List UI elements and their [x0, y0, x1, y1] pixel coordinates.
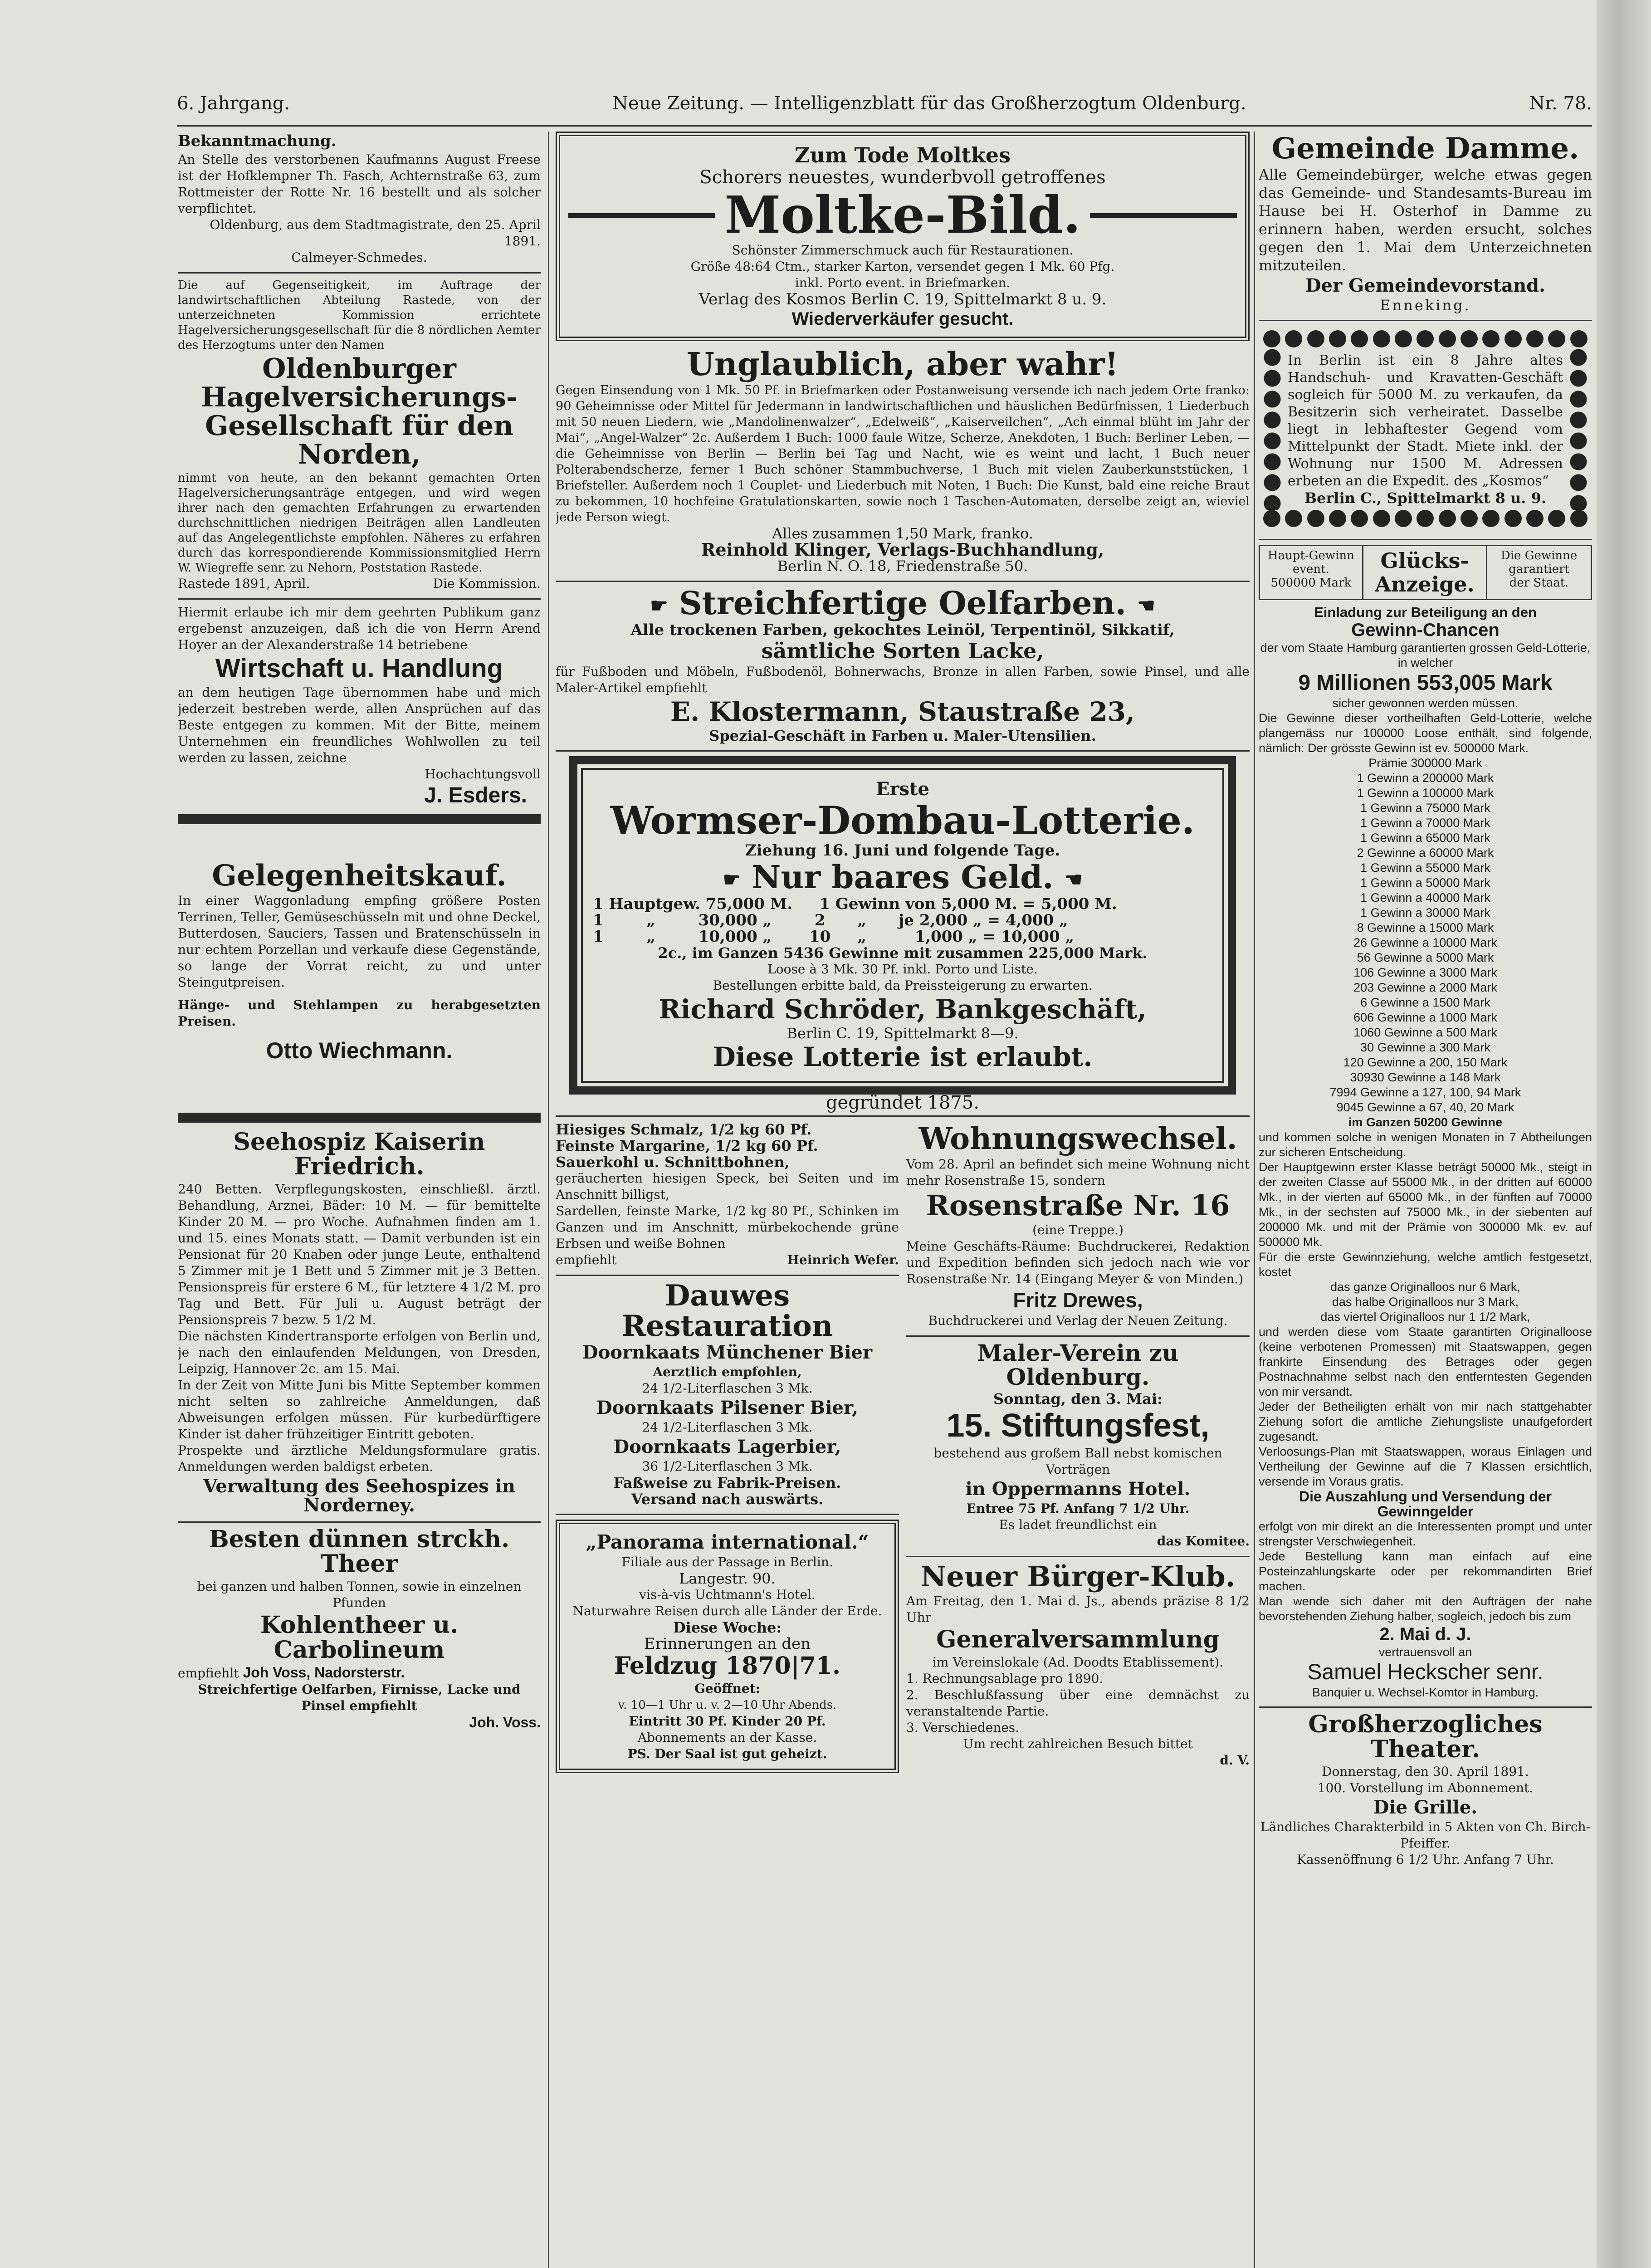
pointing-hand-left-icon: ☚ [1137, 594, 1155, 618]
notice-rottmeister [178, 133, 541, 266]
prize-line: 1 Gewinn a 30000 Mark [1360, 906, 1490, 920]
prize-line: 1 Gewinn a 50000 Mark [1360, 876, 1490, 890]
ad-line: Größe 48:64 Ctm., starker Karton, versendet gegen 1 Mk. 60 Pfg. [690, 259, 1115, 274]
prize-line: 26 Gewinne a 10000 Mark [1353, 936, 1497, 950]
ad-line: Sauerkohl u. Schnittbohnen, [556, 1153, 790, 1171]
ad-text: Der Hauptgewinn erster Klasse beträgt 50000 Mk., steigt in der zweiten Classe auf 55000 Mk., in der dritten auf 60000 Mk., in der vierten auf 65000 Mk., in der fünften auf 70000 Mk., in der sechsten auf 75000 Mk., in der siebenten auf 200000 Mk. und mit der Prämie von 300000 Mk. ev. auf 500000 Mk. [1259, 1160, 1592, 1249]
ad-title: Wormser-Dombau-Lotterie. [610, 798, 1195, 843]
ad-text: Gegen Einsendung von 1 Mk. 50 Pf. in Briefmarken oder Postanweisung versende ich nach jedem Orte franko: 90 Geheimnisse oder Mittel für Jedermann in landwirtschaftlichen und häuslichen Bedürfnissen, 1 Liederbuch mit 50 neuen Liedern, wie „Mandolinenwalzer“, „Edelweiß“, „Kaiserveilchen“, „Ach einmal blüht im Jahr der Mai“, „Angel-Walzer“ 2c. Außerdem 1 Buch: 1000 faule Witze, Scherze, Anekdoten, 1 Buch: Berliner Leben, — die Geheimnisse von Berlin — Berlin bei Tag und Nacht, wie es weint und lacht, 1 Buch neuer Polterabendscherze, ferner 1 Buch schöner Stammbuchverse, 1 Buch mit vielen Zauberkunststücken, 1 Briefsteller. Außerdem noch 1 Couplet- und Liederbuch mit Noten, 1 Buch: Die Kunst, bald eine reiche Braut zu bekommen, 10 hochfeine Gratulationskarten, sowie noch 1 Taschen-Automaten, derselbe zeigt an, wieviel jede Person wiegt. [556, 383, 1250, 525]
ad-line: Donnerstag, den 30. April 1891. [1322, 1764, 1529, 1779]
ad-line: Ländliches Charakterbild in 5 Akten von Ch. Birch-Pfeiffer. [1260, 1819, 1591, 1851]
column-2-lower-left [556, 1121, 899, 1779]
ad-line: 24 1/2-Literflaschen 3 Mk. [642, 1419, 813, 1435]
column-2 [556, 132, 1250, 2268]
ad-text: Jede Bestellung kann man einfach auf eine Posteinzahlungskarte oder per rekommandirten Brief machen. [1259, 1549, 1592, 1593]
pointing-hand-icon: ☛ [650, 594, 668, 618]
prize-line: 1 Gewinn a 55000 Mark [1360, 861, 1490, 875]
ad-line: vis-à-vis Uchtmann's Hotel. [639, 1587, 816, 1603]
box-left-2: event. [1292, 562, 1329, 577]
column-2-lower-right [906, 1121, 1250, 1779]
ad-founded: gegründet 1875. [826, 1092, 980, 1113]
column-rule-1 [548, 132, 549, 2268]
column-rule-2 [1254, 132, 1255, 2268]
ad-line: Diese Lotterie ist erlaubt. [713, 1041, 1093, 1072]
ad-title: Neuer Bürger-Klub. [920, 1559, 1236, 1593]
ad-header-box [1259, 545, 1592, 600]
ad-name: E. Klostermann, Staustraße 23, [670, 696, 1135, 728]
ad-line: für Fußboden und Möbeln, Fußbodenöl, Bohnerwachs, Bronze in allen Farben, sowie Pinsel, und alle Maler-Artikel empfiehlt [556, 664, 1250, 696]
header-rule [177, 125, 1592, 127]
ad-line: 100. Vorstellung im Abonnement. [1317, 1780, 1534, 1796]
ad-text: In der Zeit von Mitte Juni bis Mitte September kommen nicht selten so zahlreiche Anmeldungen, daß Abweisungen erfolgen müssen. Für kurbedürftigere Kinder ist daher frühzeitiger Eintritt geboten. [178, 1377, 541, 1442]
ad-wohnungswechsel [906, 1120, 1250, 1330]
ad-wirtschaft [178, 604, 541, 807]
divider [556, 581, 1250, 582]
ad-seehospiz [178, 1130, 541, 1515]
divider [1259, 539, 1592, 540]
prize-row: 1 Hauptgew. 75,000 M. 1 Gewinn von 5,000 M. = 5,000 M. [593, 894, 1117, 913]
ad-line: sämtliche Sorten Lacke, [761, 638, 1044, 663]
pointing-hand-icon: ☛ [723, 868, 741, 892]
ad-text: Man wende sich daher mit den Aufträgen der nahe bevorstehenden Ziehung halber, sogleich, jedoch bis zum [1259, 1594, 1592, 1623]
ad-signature: J. Esders. [424, 783, 527, 807]
divider [906, 1556, 1250, 1557]
prize-line: 1060 Gewinne a 500 Mark [1353, 1026, 1497, 1040]
ad-text: Für die erste Gewinnziehung, welche amtlich festgesetzt, kostet [1259, 1250, 1592, 1279]
box-title: Glücks-Anzeige. [1363, 546, 1487, 599]
ad-line: PS. Der Saal ist gut geheizt. [627, 1746, 827, 1761]
ad-line: (eine Treppe.) [1032, 1222, 1123, 1237]
prize-line: Prämie 300000 Mark [1368, 756, 1482, 770]
ad-name: Enneking. [1380, 297, 1471, 314]
ad-line: Ziehung 16. Juni und folgende Tage. [745, 841, 1060, 860]
ad-line: Aerztlich empfohlen, [653, 1364, 802, 1379]
ad-kicker: Zum Tode Moltkes [794, 143, 1011, 167]
ad-text: In Berlin ist ein 8 Jahre altes Handschuh- und Kravatten-Geschäft sogleich für 5000 M. zu verkaufen, da Besitzerin sich verheiratet. Dasselbe liegt in lebhaftester Gegend vom Mittelpunkt der Stadt. Miete inkl. der Wohnung nur 1500 M. Adressen erbeten an die Expedit. des „Kosmos“ [1288, 352, 1563, 489]
ad-dauwes [556, 1278, 899, 1508]
divider [178, 1521, 541, 1523]
prize-line: 7994 Gewinne a 127, 100, 94 Mark [1329, 1085, 1521, 1100]
ad-title: Unglaublich, aber wahr! [686, 345, 1119, 383]
ad-line: Doornkaats Lagerbier, [613, 1436, 841, 1457]
ad-line: Sardellen, feinste Marke, 1/2 kg 80 Pf., Schinken im Ganzen und im Anschnitt, mürbekochende grüne Erbsen und weiße Bohnen [556, 1203, 899, 1251]
prize-line: 56 Gewinne a 5000 Mark [1357, 951, 1494, 965]
ad-intro: Die auf Gegenseitigkeit, im Auftrage der landwirtschaftlichen Abteilung Rastede, von der unterzeichneten Kommission errichtete Hagelversicherungsgesellschaft für die 8 nördlichen Aemter des Herzogtums unter den Namen [178, 278, 541, 352]
ad-text: und werden diese vom Staate garantirten Originalloose (keine verbotenen Promessen) mit Staatswappen, gegen frankirte Einsendung des Betrages oder gegen Postnachnahme selbst nach den entferntesten Gegenden von mir versandt. [1259, 1325, 1592, 1399]
ad-line: im Vereinslokale (Ad. Doodts Etablissement). [932, 1654, 1224, 1670]
prize-line: 203 Gewinne a 2000 Mark [1353, 981, 1497, 995]
prize-line: 1 Gewinn a 100000 Mark [1357, 786, 1494, 800]
page-binding [1597, 0, 1651, 2268]
ad-line: in Oppermanns Hotel. [965, 1478, 1191, 1500]
ad-line: Es ladet freundlichst ein [999, 1517, 1157, 1532]
notice-title: Bekanntmachung. [178, 132, 337, 150]
ad-address: Rosenstraße Nr. 16 [926, 1188, 1230, 1222]
prize-row: 2c., im Ganzen 5436 Gewinne mit zusammen 225,000 Mark. [658, 944, 1148, 962]
ad-title: „Panorama international.“ [586, 1530, 869, 1553]
issue-number: Nr. 78. [1529, 93, 1592, 114]
ad-closing: Hochachtungsvoll [425, 766, 541, 782]
ad-line: Entree 75 Pf. Anfang 7 1/2 Uhr. [966, 1501, 1190, 1516]
ad-line: 24 1/2-Literflaschen 3 Mk. [642, 1380, 813, 1396]
box-right-1: Die Gewinne [1500, 549, 1578, 563]
ad-text: Die nächsten Kindertransporte erfolgen von Berlin und, je nach den einlaufenden Meldungen, von Dresden, Leipzig, Hannover 2c. am 15. Mai. [178, 1328, 541, 1376]
ad-text: Am Freitag, den 1. Mai d. Js., abends präzise 8 1/2 Uhr [906, 1593, 1250, 1625]
ad-name: Samuel Heckscher senr. [1307, 1660, 1544, 1685]
ad-line: Hiesiges Schmalz, 1/2 kg 60 Pf. [556, 1120, 812, 1138]
ad-line: Buchdruckerei und Verlag der Neuen Zeitung. [928, 1313, 1228, 1329]
divider [906, 1335, 1250, 1337]
ad-hagelversicherung [178, 278, 541, 592]
ad-line: v. 10—1 Uhr u. v. 2—10 Uhr Abends. [618, 1698, 837, 1712]
ad-signature: Der Gemeindevorstand. [1305, 275, 1546, 297]
prize-line: 9045 Gewinne a 67, 40, 20 Mark [1336, 1100, 1514, 1114]
prize-line: 30930 Gewinne a 148 Mark [1350, 1070, 1501, 1085]
ad-text: Hänge- und Stehlampen zu herabgesetzten Preisen. [178, 997, 541, 1029]
prize-row: 1 „ 30,000 „ 2 „ je 2,000 „ = 4,000 „ [593, 911, 1068, 929]
ad-line: das halbe Originalloos nur 3 Mark, [1332, 1295, 1519, 1309]
ad-line: Die Grille. [1373, 1797, 1478, 1818]
ad-signature: Heinrich Wefer. [787, 1252, 899, 1267]
ad-line: sicher gewonnen werden müssen. [1332, 696, 1519, 710]
ad-text: Jeder der Betheiligten erhält von mir nach stattgehabter Ziehung sofort die amtliche Ziehungsliste unaufgefordert zugesandt. [1259, 1400, 1592, 1444]
ad-gelegenheitskauf [178, 860, 541, 1063]
agenda-item: 3. Verschiedenes. [906, 1720, 1020, 1735]
box-left-3: 500000 Mark [1270, 576, 1352, 590]
ad-sum: Alles zusammen 1,50 Mark, franko. [772, 525, 1033, 543]
divider [556, 750, 1250, 752]
ad-signature: Die Kommission. [433, 576, 541, 591]
ad-signature: das Komitee. [1157, 1533, 1250, 1549]
ad-line: Versand nach auswärts. [631, 1490, 824, 1508]
ad-line: Diese Woche: [673, 1619, 782, 1637]
ad-address: Berlin C. 19, Spittelmarkt 8—9. [786, 1024, 1019, 1042]
ad-title: Maler-Verein zu Oldenburg. [977, 1339, 1179, 1390]
ad-line: Geöffnet: [694, 1681, 760, 1696]
divider [1259, 320, 1592, 321]
ad-line: Einladung zur Beteiligung an den [1314, 604, 1537, 621]
prize-line: 120 Gewinne a 200, 150 Mark [1343, 1056, 1508, 1070]
ad-title: Streichfertige Oelfarben. [679, 584, 1126, 622]
ad-text: Verloosungs-Plan mit Staatswappen, woraus Einlagen und Vertheilung der Gewinne auf die 7 Klassen ersichtlich, versende im Voraus gratis. [1259, 1445, 1592, 1489]
ad-line: Erinnerungen an den [644, 1635, 811, 1653]
agenda-item: 2. Beschlußfassung über eine demnächst zu veranstaltende Partie. [906, 1687, 1250, 1719]
prize-line: 1 Gewinn a 65000 Mark [1360, 831, 1490, 845]
ad-oelfarben [556, 584, 1250, 745]
ad-address: Berlin C., Spittelmarkt 8 u. 9. [1304, 489, 1546, 507]
box-right-2: garantiert [1509, 562, 1570, 577]
ad-title: Moltke-Bild. [724, 186, 1081, 245]
ad-title: Gemeinde Damme. [1271, 132, 1579, 166]
divider [556, 1115, 1250, 1117]
ad-line: Kassenöffnung 6 1/2 Uhr. Anfang 7 Uhr. [1297, 1852, 1554, 1867]
ad-place: Rastede 1891, April. [178, 576, 310, 591]
ad-title: Seehospiz Kaiserin Friedrich. [233, 1128, 485, 1181]
ad-empfiehlt: empfiehlt [556, 1252, 617, 1267]
prize-line: 1 Gewinn a 200000 Mark [1357, 771, 1494, 785]
ad-kicker: Erste [875, 778, 929, 800]
ad-gemeinde-damme [1259, 133, 1592, 313]
masthead-line: Neue Zeitung. — Intelligenzblatt für das Großherzogtum Oldenburg. [612, 93, 1246, 114]
divider [178, 598, 541, 600]
ad-text: 240 Betten. Verpflegungskosten, einschließl. ärztl. Behandlung, Arznei, Bäder: 10 M. — für bemittelte Kinder 20 M. — pro Woche. Aufnahmen finden am 1. und 15. eines Monats statt. — Damit verbunden ist ein Pensionat für 20 Knaben oder junge Leute, enthaltend 5 Zimmer mit je 1 Bett und 5 Zimmer mit je 3 Betten. Pensionspreis für erstere 6 M., für letztere 4 1/2 M. pro Tag und Bett. Für Juli u. August beträgt der Pensionspreis 7 bezw. 5 1/2 M. [178, 1181, 541, 1327]
ad-signature: Verwaltung des Seehospizes in Norderney. [203, 1475, 515, 1516]
prize-line: im Ganzen 50200 Gewinne [1348, 1115, 1503, 1129]
ad-gluecks-anzeige [1259, 545, 1592, 1700]
dot-border-top [1263, 330, 1588, 348]
ad-line: Generalversammlung [936, 1625, 1220, 1653]
prize-line: 1 Gewinn a 75000 Mark [1360, 801, 1490, 815]
ad-signature: Joh. Voss. [469, 1714, 541, 1731]
prize-line: 30 Gewinne a 300 Mark [1360, 1041, 1490, 1055]
ad-subtitle: Spezial-Geschäft in Farben u. Maler-Utensilien. [709, 727, 1096, 745]
ad-panorama [556, 1520, 899, 1773]
ad-line: Verlag des Kosmos Berlin C. 19, Spittelmarkt 8 u. 9. [698, 290, 1107, 308]
ad-text: und kommen solche in wenigen Monaten in 7 Abtheilungen zur sicheren Entscheidung. [1259, 1130, 1592, 1159]
ad-text: In einer Waggonladung empfing größere Posten Terrinen, Teller, Gemüseschüsseln mit und ohne Deckel, Butterdosen, Sauciers, Tassen und Bratenschüsseln in nur echtem Porzellan und verkaufe diese Gegenstände, so lange der Vorrat reicht, zu und unter Steingutpreisen. [178, 893, 541, 990]
ad-line: 36 1/2-Literflaschen 3 Mk. [642, 1458, 813, 1474]
box-left-1: Haupt-Gewinn [1267, 549, 1354, 563]
ad-title: Oldenburger Hagelversicherungs-Gesellschaft für den Norden, [201, 352, 518, 470]
ad-line: 9 Millionen 553,005 Mark [1298, 671, 1553, 695]
ad-line: der vom Staate Hamburg garantierten grossen Geld-Lotterie, in welcher [1260, 641, 1591, 670]
ad-line: Abonnements an der Kasse. [637, 1730, 817, 1745]
ad-name: Richard Schröder, Bankgeschäft, [659, 993, 1147, 1025]
ad-line: Doornkaats Münchener Bier [582, 1341, 873, 1363]
ad-line: vertrauensvoll an [1378, 1645, 1472, 1659]
ad-text: bei ganzen und halben Tonnen, sowie in einzelnen Pfunden [197, 1579, 522, 1611]
agenda-item: 1. Rechnungsablage pro 1890. [906, 1671, 1104, 1686]
ad-line: Die Auszahlung und Versendung der Gewinngelder [1299, 1488, 1552, 1520]
divider [556, 1275, 899, 1276]
ad-signature: Reinhold Klinger, Verlags-Buchhandlung, [701, 539, 1104, 560]
ad-unglaublich [556, 347, 1250, 575]
ad-signature: Fritz Drewes, [1013, 1288, 1143, 1312]
ad-line: Alle trockenen Farben, gekochtes Leinöl, Terpentinöl, Sikkatif, [630, 621, 1175, 639]
ad-title: Großherzogliches Theater. [1308, 1711, 1543, 1763]
ad-line: Nur baares Geld. [752, 858, 1054, 896]
divider [556, 1514, 899, 1515]
column-2-lower [556, 1121, 1250, 1779]
ad-theater [1259, 1712, 1592, 1868]
ad-line: das viertel Originalloos nur 1 1/2 Mark, [1320, 1310, 1530, 1324]
ad-line: geräucherten hiesigen Speck, bei Seiten und im Anschnitt billigst, [556, 1170, 899, 1202]
page-header [177, 93, 1592, 120]
ad-line: Feldzug 1870|71. [614, 1652, 841, 1680]
ad-text: erfolgt von mir direkt an die Interessenten prompt und unter strengster Verschwiegenheit. [1259, 1520, 1592, 1549]
notice-signature: Calmeyer-Schmedes. [291, 249, 427, 265]
ad-line: 15. Stiftungsfest, [946, 1408, 1210, 1444]
ad-line: Bestellungen erbitte bald, da Preissteigerung zu erwarten. [713, 978, 1093, 993]
ad-buerger-klub [906, 1559, 1250, 1769]
volume-label: 6. Jahrgang. [177, 93, 290, 114]
ad-line: das ganze Originalloos nur 6 Mark, [1330, 1280, 1520, 1294]
notice-place: Oldenburg, aus dem Stadtmagistrate, den 25. April 1891. [210, 217, 541, 249]
ad-maler-verein [906, 1341, 1250, 1549]
ad-text: Alle Gemeindebürger, welche etwas gegen das Gemeinde- und Standesamts-Bureau im Hause bei H. Osterhof in Damme zu erinnern haben, werden ersucht, solches gegen den 1. Mai dem Unterzeichneten mitzuteilen. [1259, 166, 1592, 274]
ad-signature: Otto Wiechmann. [266, 1038, 453, 1064]
ad-line: Wiederverkäufer gesucht. [791, 308, 1014, 329]
ad-berlin-geschaeft [1259, 326, 1592, 533]
ad-wormser-lotterie [569, 756, 1236, 1094]
prize-line: 606 Gewinne a 1000 Mark [1353, 1011, 1497, 1025]
ad-title: Wirtschaft u. Handlung [215, 653, 503, 683]
ad-line: Schönster Zimmerschmuck auch für Restaurationen. [732, 242, 1074, 258]
ad-signature: d. V. [1220, 1752, 1250, 1768]
ad-line: Doornkaats Pilsener Bier, [596, 1397, 859, 1418]
ad-text: Vom 28. April an befindet sich meine Wohnung nicht mehr Rosenstraße 15, sondern [906, 1156, 1250, 1188]
prize-row: 1 „ 10,000 „ 10 „ 1,000 „ = 10,000 „ [593, 927, 1075, 946]
column-3 [1259, 132, 1592, 2268]
ad-title: Besten dünnen strckh. Theer [209, 1525, 510, 1578]
ad-line: Langestr. 90. [679, 1570, 776, 1588]
ad-text: nimmt von heute, an den bekannt gemachten Orten Hagelversicherungsanträge entgegen, und wird wegen ihrer nach den gemachten Erfahrungen zu erwartenden durchschnittlichen niedrigen Beiträgen allen Landleuten auf das Angelegentlichste empfohlen. Näheres zu erfahren durch das korrespondierende Kommissionsmitglied Herrn W. Wiegreffe senr. zu Nehorn, Poststation Rastede. [178, 471, 541, 575]
prize-line: 8 Gewinne a 15000 Mark [1357, 921, 1494, 935]
ad-line: Eintritt 30 Pf. Kinder 20 Pf. [629, 1713, 826, 1729]
ad-title: Gewinn-Chancen [1351, 620, 1500, 640]
ad-address: Berlin N. O. 18, Friedenstraße 50. [777, 557, 1028, 575]
divider [178, 272, 541, 274]
ad-line: Um recht zahlreichen Besuch bittet [963, 1736, 1193, 1751]
ad-line: Feinste Margarine, 1/2 kg 60 Pf. [556, 1137, 818, 1154]
ad-line: bestehend aus großem Ball nebst komischen Vorträgen [933, 1445, 1222, 1477]
heavy-rule [178, 814, 541, 824]
ad-text: Prospekte und ärztliche Meldungsformulare gratis. Anmeldungen werden baldigst erbeten. [178, 1442, 541, 1474]
divider [1259, 1706, 1592, 1708]
prize-line: 1 Gewinn a 40000 Mark [1360, 891, 1490, 905]
ad-line: Filiale aus der Passage in Berlin. [621, 1554, 833, 1570]
ad-schmalz [556, 1121, 899, 1268]
prize-line: 6 Gewinne a 1500 Mark [1360, 996, 1490, 1010]
ad-line: Sonntag, den 3. Mai: [993, 1390, 1163, 1408]
ad-line: Loose à 3 Mk. 30 Pf. inkl. Porto und Liste. [767, 961, 1038, 977]
ad-subtitle: Schorers neuestes, wunderbvoll getroffenes [699, 167, 1106, 188]
notice-text: An Stelle des verstorbenen Kaufmanns August Freese ist der Hofklempner Th. Fasch, Achternstraße 63, zum Rottmeister der Rotte Nr. 16 bestellt und als solcher verpflichtet. [178, 152, 541, 216]
ad-title: Dauwes Restauration [621, 1278, 833, 1343]
ad-title: Gelegenheitskauf. [212, 858, 507, 893]
ad-text: Hiermit erlaube ich mir dem geehrten Publikum ganz ergebenst anzuzeigen, daß ich die von Herrn Arend Hoyer an der Alexanderstraße 14 betriebene [178, 604, 541, 652]
ad-text: Die Gewinne dieser vortheilhaften Geld-Lotterie, welche plangemäss nur 100000 Loose enthält, sind folgende, nämlich: Der grösste Gewinn ist ev. 500000 Mark. [1259, 711, 1592, 755]
ad-line: 2. Mai d. J. [1379, 1624, 1471, 1645]
ad-text: Meine Geschäfts-Räume: Buchdruckerei, Redaktion und Expedition befinden sich jedoch nach wie vor Rosenstraße Nr. 14 (Eingang Meyer & von Minden.) [906, 1238, 1250, 1286]
ad-line: Faßweise zu Fabrik-Preisen. [613, 1474, 841, 1491]
ad-line: inkl. Porto event. in Briefmarken. [795, 275, 1011, 290]
ad-text: Streichfertige Oelfarben, Firnisse, Lacke und Pinsel empfiehlt [198, 1682, 521, 1714]
ad-moltke-bild [556, 132, 1250, 341]
prize-line: 2 Gewinne a 60000 Mark [1357, 846, 1494, 860]
dot-border-left [1263, 348, 1281, 510]
heavy-rule [178, 1113, 541, 1123]
ad-text: an dem heutigen Tage übernommen habe und mich jederzeit bestreben werde, allen Ansprüchen auf das Beste entgegen zu kommen. Mit der Bitte, meinem Unternehmen ein freundliches Wohlwollen zu teil werden zu lassen, zeichne [178, 684, 541, 765]
prize-line: 106 Gewinne a 3000 Mark [1353, 966, 1497, 980]
column-1 [178, 132, 541, 2268]
ad-title: Kohlentheer u. Carbolineum [260, 1611, 459, 1664]
box-right-3: der Staat. [1509, 576, 1569, 590]
prize-line: 1 Gewinn a 70000 Mark [1360, 816, 1490, 830]
pointing-hand-left-icon: ☚ [1064, 868, 1083, 892]
ad-theer [178, 1527, 541, 1730]
dot-border-right [1569, 348, 1588, 510]
ad-empfiehlt: empfiehlt [178, 1666, 239, 1681]
ad-line: Banquier u. Wechsel-Komtor in Hamburg. [1312, 1686, 1539, 1700]
ad-line: Naturwahre Reisen durch alle Länder der Erde. [572, 1603, 882, 1619]
ad-name: Joh Voss, Nadorsterstr. [243, 1664, 405, 1681]
dot-border-bottom [1263, 510, 1588, 528]
ad-title: Wohnungswechsel. [918, 1120, 1237, 1156]
